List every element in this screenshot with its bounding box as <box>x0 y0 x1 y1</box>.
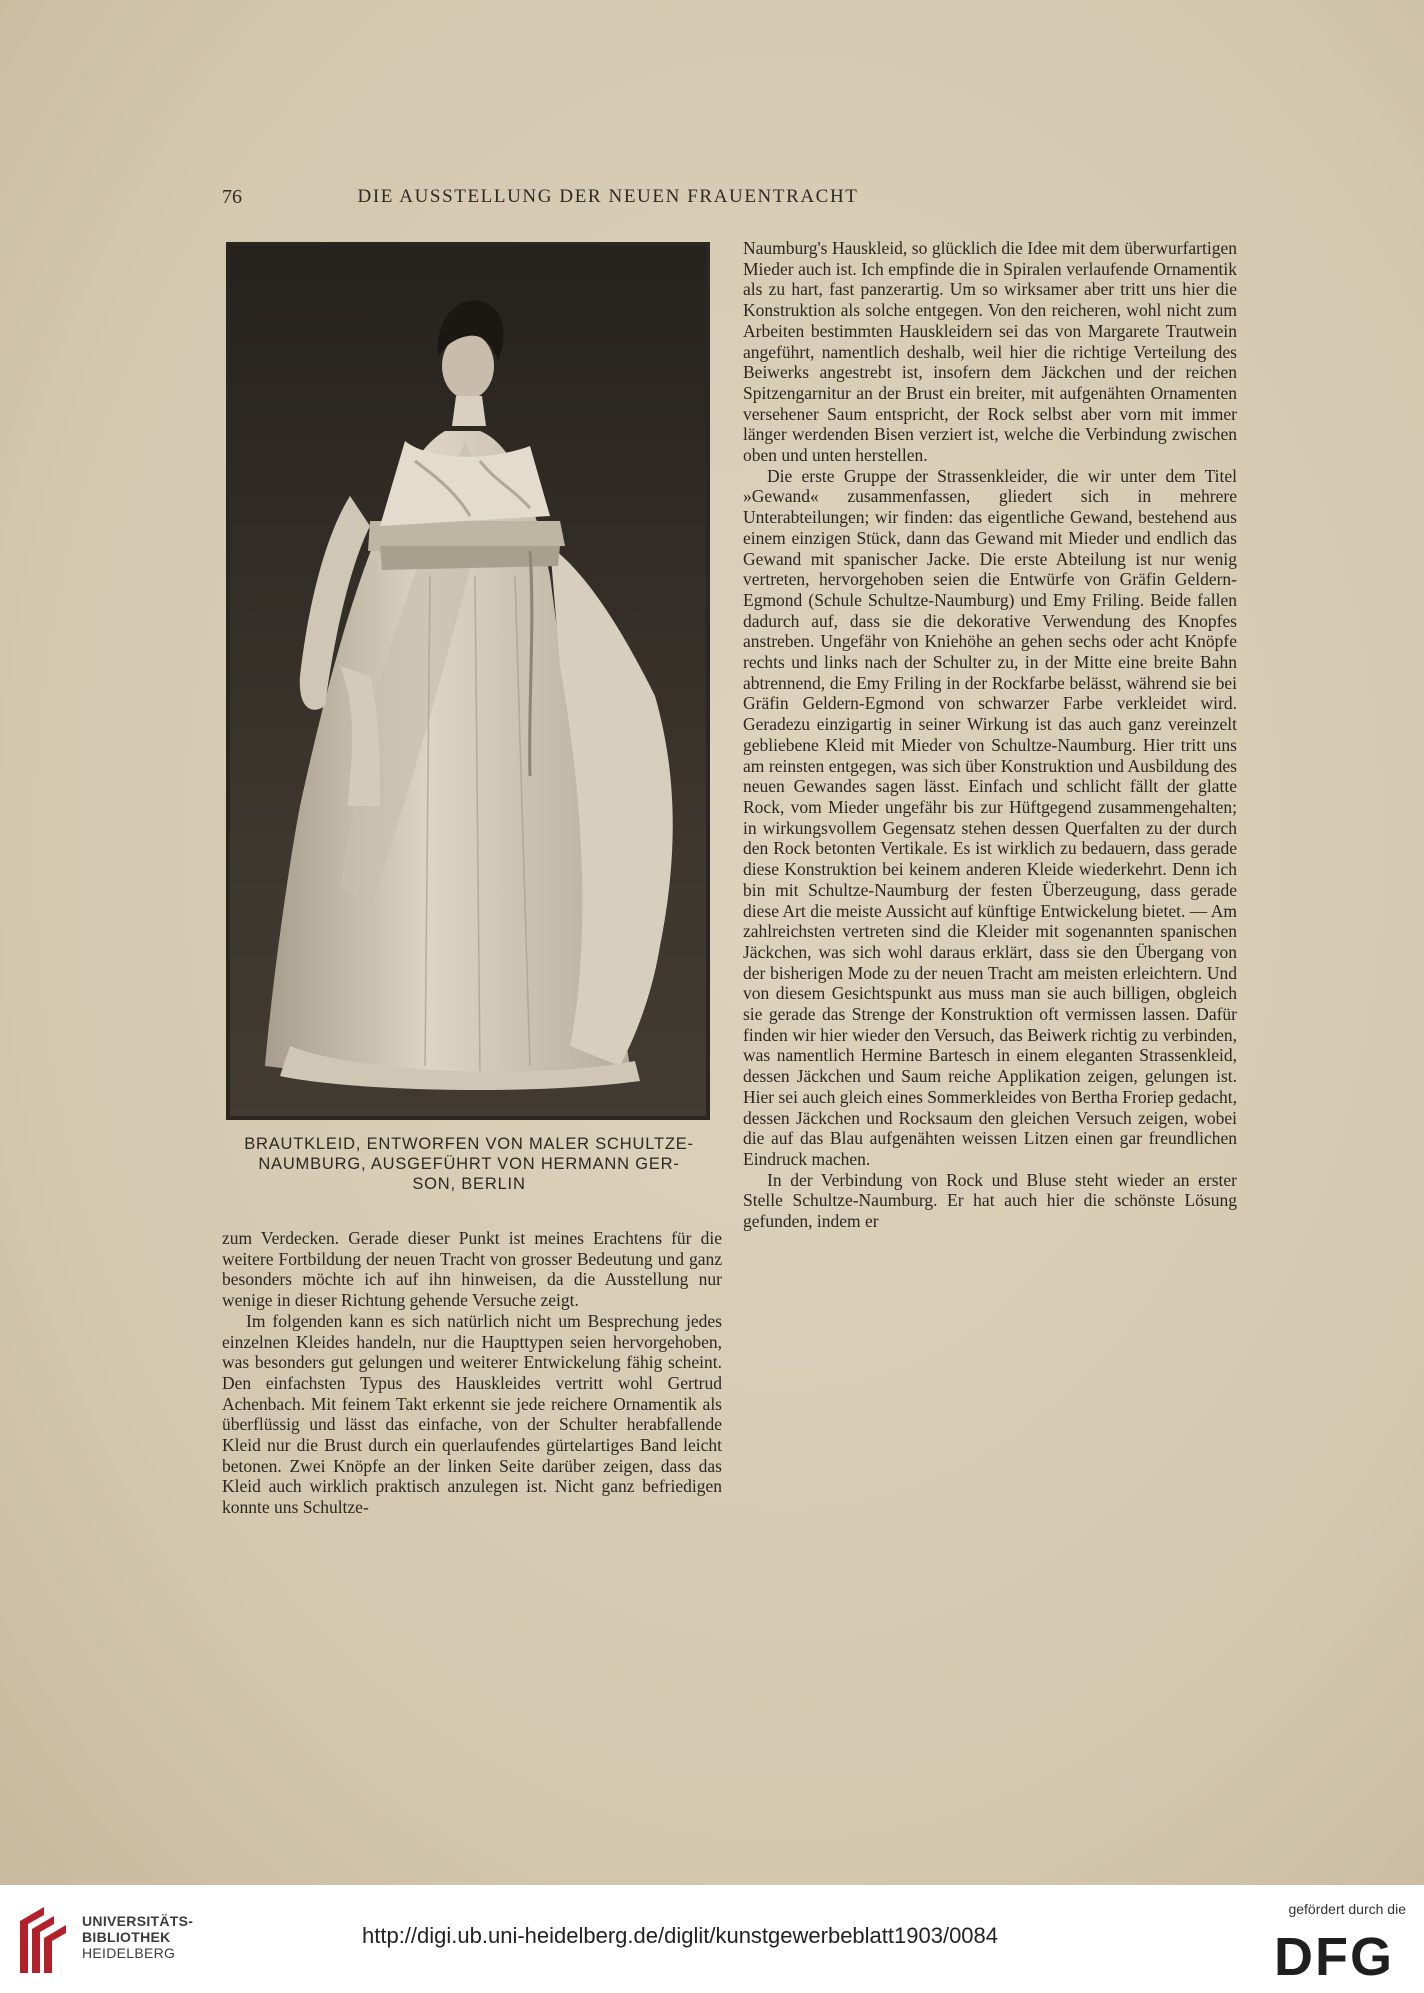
page-number: 76 <box>222 186 242 208</box>
dfg-logo-text: DFG <box>1274 1929 1394 1979</box>
figure-caption <box>214 1134 724 1194</box>
caption-line: BRAUTKLEID, ENTWORFEN VON MALER SCHULTZE- <box>244 1135 694 1153</box>
paragraph: In der Verbindung von Rock und Bluse steht wieder an erster Stelle Schultze-Naumburg. Er hat auch hier die schönste Lösung gefunden, indem er <box>743 1169 1237 1232</box>
caption-line: NAUMBURG, AUSGEFÜHRT VON HERMANN GER- <box>258 1155 680 1173</box>
dfg-logo-icon[interactable] <box>1274 1929 1408 1979</box>
running-title: DIE AUSSTELLUNG DER NEUEN FRAUENTRACHT <box>357 186 859 207</box>
paragraph: Im folgenden kann es sich natürlich nicht um Besprechung jedes einzelnen Kleides handeln, nur die Haupttypen seien hervorgehoben, was besonders gut gelungen und weiterer Entwickelung fähig scheint. Den einfachsten Typus des Hauskleides vertritt wohl Gertrud Achenbach. Mit feinem Takt erkennt sie jede reichere Ornamentik als überflüssig und lässt das einfache, von der Schulter herabfallende Kleid nur die Brust durch ein querlaufendes gürtelartiges Band leicht betonen. Zwei Knöpfe an der linken Seite darüber zeigen, dass das Kleid auch wirklich praktisch anzulegen ist. Nicht ganz befriedigen konnte uns Schultze- <box>222 1310 722 1518</box>
library-name-line: HEIDELBERG <box>82 1945 176 1961</box>
bridal-dress-photo <box>226 242 710 1120</box>
permalink-url[interactable]: http://digi.ub.uni-heidelberg.de/diglit/kunstgewerbeblatt1903/0084 <box>362 1923 999 1948</box>
library-name <box>82 1913 193 1961</box>
library-name-line: BIBLIOTHEK <box>82 1929 171 1945</box>
running-head <box>222 186 994 216</box>
university-library-logo-icon[interactable] <box>14 1901 78 1979</box>
caption-line: SON, BERLIN <box>412 1175 526 1193</box>
right-column <box>743 238 1237 1232</box>
viewer-footer <box>0 1885 1424 1993</box>
paragraph: Naumburg's Hauskleid, so glücklich die Idee mit dem überwurfartigen Mieder auch ist. Ich empfinde die in Spiralen verlaufende Ornamentik als zu hart, fast panzerartig. Um so wirksamer aber tritt uns hier die Konstruktion als solche entgegen. Von den reicheren, wohl nicht zum Arbeiten bestimmten Hauskleidern sei das von Margarete Trautwein angeführt, namentlich deshalb, weil hier die richtige Verteilung des Beiwerks angestrebt ist, insofern dem Jäckchen und der reichen Spitzengarnitur an der Brust ein breiter, mit aufgenähten Ornamenten versehener Saum entspricht, der Rock selbst aber vorn mit immer länger werdenden Bisen verziert ist, welche die Verbindung zwischen oben und unten herstellen. <box>743 238 1237 466</box>
funding-label: gefördert durch die <box>1288 1901 1406 1917</box>
library-name-line: UNIVERSITÄTS- <box>82 1913 194 1929</box>
left-column <box>222 1228 722 1518</box>
paragraph: zum Verdecken. Gerade dieser Punkt ist meines Erachtens für die weitere Fortbildung der neuen Tracht von grosser Bedeutung und ganz besonders möchte ich auf ihn hinweisen, da die Ausstellung nur wenige in dieser Richtung gehende Versuche zeigt. <box>222 1228 722 1311</box>
paragraph: Die erste Gruppe der Strassenkleider, die wir unter dem Titel »Gewand« zusammenfassen, gliedert sich in mehrere Unterabteilungen; wir finden: das eigentliche Gewand, bestehend aus einem einzigen Stück, dann das Gewand mit Mieder und endlich das Gewand mit spanischer Jacke. Die erste Abteilung ist nur wenig vertreten, hervorgehoben seien die Entwürfe von Gräfin Geldern-Egmond (Schule Schultze-Naumburg) und Emy Friling. Beide fallen dadurch auf, dass sie die dekorative Verwendung des Knopfes anstreben. Ungefähr von Kniehöhe an gehen sechs oder acht Knöpfe rechts und links nach der Schulter zu, in der Mitte eine breite Bahn abtrennend, die Emy Friling in der Rockfarbe belässt, während sie bei Gräfin Geldern-Egmond von schwarzer Farbe verkleidet wird. Geradezu einzigartig in seiner Wirkung ist das auch ganz vereinzelt gebliebene Kleid mit Mieder von Schultze-Naumburg. Hier tritt uns am reinsten entgegen, was sich über Konstruktion und Ausbildung des neuen Gewandes sagen lässt. Einfach und schlicht fällt der glatte Rock, vom Mieder ungefähr bis zur Hüftgegend zusammengehalten; in wirkungsvollem Gegensatz stehen dessen Querfalten zu der durch den Rock betonten Vertikale. Es ist wirklich zu bedauern, dass gerade diese Konstruktion bei keinem anderen Kleide wiederkehrt. Denn ich bin mit Schultze-Naumburg der festen Überzeugung, dass gerade diese Art die meiste Aussicht auf künftige Entwickelung bietet. — Am zahlreichsten vertreten sind die Kleider mit sogenannten spanischen Jäckchen, was sich wohl daraus erklärt, dass sie den Übergang von der bisherigen Mode zu der neuen Tracht am meisten erleichtern. Und von diesem Gesichtspunkt aus muss man sie auch billigen, obgleich sie gerade das Strenge der Konstruktion oft vermissen lassen. Dafür finden wir hier wieder den Versuch, das Beiwerk richtig zu verbinden, was namentlich Hermine Bartesch in einem eleganten Strassenkleid, dessen Jäckchen und Saum reiche Applikation zeigen, gelungen ist. Hier sei auch gleich eines Sommerkleides von Bertha Froriep gedacht, dessen Jäckchen und Rocksaum den gleichen Versuch zeigen, wobei die auf das Blau aufgenähten weissen Litzen einen gar freundlichen Eindruck machen. <box>743 465 1237 1169</box>
